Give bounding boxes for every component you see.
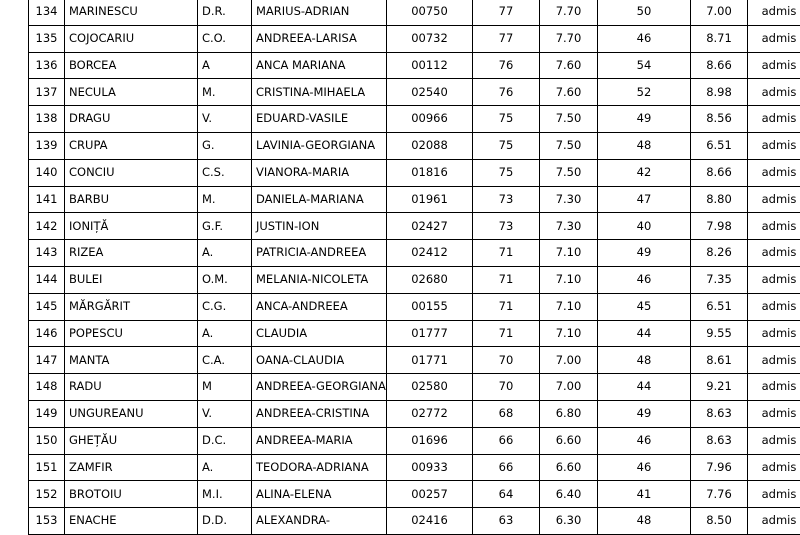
table-row [29, 159, 800, 186]
average-cell: 7.35 [691, 266, 748, 293]
row-number-cell: 137 [29, 79, 65, 106]
status-cell: admis [748, 0, 800, 25]
interview-score-cell: 48 [598, 347, 691, 374]
points-cell: 73 [473, 213, 540, 240]
average-cell: 8.26 [691, 240, 748, 267]
father-initial-cell: A. [198, 454, 252, 481]
row-number-cell: 143 [29, 240, 65, 267]
table-row [29, 213, 800, 240]
last-name-cell: CRUPA [65, 132, 198, 159]
row-number-cell: 142 [29, 213, 65, 240]
file-code-cell: 01816 [387, 159, 473, 186]
first-name-cell: ANDREEA-MARIA [252, 427, 387, 454]
table-row [29, 320, 800, 347]
file-code-cell: 00112 [387, 52, 473, 79]
last-name-cell: RADU [65, 374, 198, 401]
grade-cell: 7.10 [540, 293, 598, 320]
average-cell: 9.55 [691, 320, 748, 347]
row-number-cell: 141 [29, 186, 65, 213]
interview-score-cell: 46 [598, 454, 691, 481]
first-name-cell: ANDREEA-GEORGIANA [252, 374, 387, 401]
interview-score-cell: 44 [598, 320, 691, 347]
average-cell: 8.56 [691, 106, 748, 133]
grade-cell: 7.30 [540, 213, 598, 240]
file-code-cell: 02088 [387, 132, 473, 159]
interview-score-cell: 52 [598, 79, 691, 106]
status-cell: admis [748, 400, 800, 427]
table-row [29, 25, 800, 52]
interview-score-cell: 46 [598, 266, 691, 293]
table-row [29, 79, 800, 106]
points-cell: 76 [473, 52, 540, 79]
file-code-cell: 01777 [387, 320, 473, 347]
grade-cell: 7.10 [540, 240, 598, 267]
average-cell: 8.71 [691, 25, 748, 52]
last-name-cell: BULEI [65, 266, 198, 293]
grade-cell: 7.50 [540, 106, 598, 133]
points-cell: 75 [473, 106, 540, 133]
row-number-cell: 152 [29, 481, 65, 508]
last-name-cell: ZAMFIR [65, 454, 198, 481]
first-name-cell: MARIUS-ADRIAN [252, 0, 387, 25]
table-row [29, 374, 800, 401]
last-name-cell: BORCEA [65, 52, 198, 79]
status-cell: admis [748, 159, 800, 186]
interview-score-cell: 49 [598, 106, 691, 133]
table-row [29, 454, 800, 481]
father-initial-cell: G. [198, 132, 252, 159]
points-cell: 71 [473, 293, 540, 320]
father-initial-cell: V. [198, 106, 252, 133]
last-name-cell: MARINESCU [65, 0, 198, 25]
average-cell: 8.63 [691, 427, 748, 454]
row-number-cell: 146 [29, 320, 65, 347]
last-name-cell: MĂRGĂRIT [65, 293, 198, 320]
table-row [29, 347, 800, 374]
average-cell: 8.98 [691, 79, 748, 106]
grade-cell: 7.70 [540, 0, 598, 25]
grade-cell: 7.00 [540, 374, 598, 401]
status-cell: admis [748, 240, 800, 267]
average-cell: 8.63 [691, 400, 748, 427]
status-cell: admis [748, 293, 800, 320]
grade-cell: 7.10 [540, 266, 598, 293]
row-number-cell: 149 [29, 400, 65, 427]
file-code-cell: 01961 [387, 186, 473, 213]
points-cell: 71 [473, 320, 540, 347]
last-name-cell: DRAGU [65, 106, 198, 133]
status-cell: admis [748, 347, 800, 374]
file-code-cell: 02427 [387, 213, 473, 240]
row-number-cell: 134 [29, 0, 65, 25]
grade-cell: 6.30 [540, 508, 598, 535]
status-cell: admis [748, 79, 800, 106]
row-number-cell: 147 [29, 347, 65, 374]
row-number-cell: 148 [29, 374, 65, 401]
interview-score-cell: 40 [598, 213, 691, 240]
status-cell: admis [748, 213, 800, 240]
table-row [29, 186, 800, 213]
average-cell: 7.00 [691, 0, 748, 25]
last-name-cell: POPESCU [65, 320, 198, 347]
grade-cell: 6.80 [540, 400, 598, 427]
table-body [29, 0, 800, 534]
last-name-cell: NECULA [65, 79, 198, 106]
first-name-cell: OANA-CLAUDIA [252, 347, 387, 374]
interview-score-cell: 49 [598, 240, 691, 267]
grade-cell: 7.00 [540, 347, 598, 374]
file-code-cell: 02680 [387, 266, 473, 293]
points-cell: 68 [473, 400, 540, 427]
row-number-cell: 138 [29, 106, 65, 133]
grade-cell: 7.50 [540, 132, 598, 159]
first-name-cell: EDUARD-VASILE [252, 106, 387, 133]
grade-cell: 7.60 [540, 52, 598, 79]
points-cell: 77 [473, 0, 540, 25]
row-number-cell: 153 [29, 508, 65, 535]
last-name-cell: MANTA [65, 347, 198, 374]
file-code-cell: 01696 [387, 427, 473, 454]
average-cell: 8.80 [691, 186, 748, 213]
father-initial-cell: D.C. [198, 427, 252, 454]
file-code-cell: 02416 [387, 508, 473, 535]
row-number-cell: 145 [29, 293, 65, 320]
father-initial-cell: A. [198, 240, 252, 267]
average-cell: 6.51 [691, 293, 748, 320]
grade-cell: 7.60 [540, 79, 598, 106]
father-initial-cell: C.A. [198, 347, 252, 374]
status-cell: admis [748, 454, 800, 481]
father-initial-cell: C.O. [198, 25, 252, 52]
file-code-cell: 00257 [387, 481, 473, 508]
table-row [29, 266, 800, 293]
points-cell: 73 [473, 186, 540, 213]
points-cell: 63 [473, 508, 540, 535]
father-initial-cell: C.S. [198, 159, 252, 186]
first-name-cell: MELANIA-NICOLETA [252, 266, 387, 293]
file-code-cell: 00966 [387, 106, 473, 133]
interview-score-cell: 41 [598, 481, 691, 508]
average-cell: 7.96 [691, 454, 748, 481]
grade-cell: 7.50 [540, 159, 598, 186]
average-cell: 6.51 [691, 132, 748, 159]
grade-cell: 7.10 [540, 320, 598, 347]
father-initial-cell: G.F. [198, 213, 252, 240]
average-cell: 8.61 [691, 347, 748, 374]
father-initial-cell: D.D. [198, 508, 252, 535]
first-name-cell: ANCA MARIANA [252, 52, 387, 79]
status-cell: admis [748, 508, 800, 535]
first-name-cell: ANDREEA-CRISTINA [252, 400, 387, 427]
average-cell: 8.50 [691, 508, 748, 535]
interview-score-cell: 48 [598, 508, 691, 535]
interview-score-cell: 54 [598, 52, 691, 79]
status-cell: admis [748, 320, 800, 347]
status-cell: admis [748, 481, 800, 508]
last-name-cell: BROTOIU [65, 481, 198, 508]
points-cell: 66 [473, 454, 540, 481]
grade-cell: 7.70 [540, 25, 598, 52]
first-name-cell: TEODORA-ADRIANA [252, 454, 387, 481]
row-number-cell: 135 [29, 25, 65, 52]
points-cell: 75 [473, 159, 540, 186]
first-name-cell: JUSTIN-ION [252, 213, 387, 240]
interview-score-cell: 46 [598, 427, 691, 454]
file-code-cell: 00155 [387, 293, 473, 320]
points-cell: 77 [473, 25, 540, 52]
father-initial-cell: V. [198, 400, 252, 427]
father-initial-cell: M.I. [198, 481, 252, 508]
points-cell: 66 [473, 427, 540, 454]
last-name-cell: RIZEA [65, 240, 198, 267]
status-cell: admis [748, 25, 800, 52]
interview-score-cell: 49 [598, 400, 691, 427]
row-number-cell: 139 [29, 132, 65, 159]
first-name-cell: CRISTINA-MIHAELA [252, 79, 387, 106]
table-row [29, 508, 800, 535]
points-cell: 70 [473, 347, 540, 374]
file-code-cell: 02772 [387, 400, 473, 427]
average-cell: 7.76 [691, 481, 748, 508]
grade-cell: 6.60 [540, 427, 598, 454]
first-name-cell: DANIELA-MARIANA [252, 186, 387, 213]
points-cell: 64 [473, 481, 540, 508]
father-initial-cell: O.M. [198, 266, 252, 293]
last-name-cell: COJOCARIU [65, 25, 198, 52]
row-number-cell: 150 [29, 427, 65, 454]
status-cell: admis [748, 106, 800, 133]
last-name-cell: ENACHE [65, 508, 198, 535]
father-initial-cell: A. [198, 320, 252, 347]
average-cell: 8.66 [691, 159, 748, 186]
interview-score-cell: 44 [598, 374, 691, 401]
father-initial-cell: M [198, 374, 252, 401]
table-row [29, 106, 800, 133]
first-name-cell: ALINA-ELENA [252, 481, 387, 508]
interview-score-cell: 48 [598, 132, 691, 159]
last-name-cell: IONIȚĂ [65, 213, 198, 240]
status-cell: admis [748, 266, 800, 293]
file-code-cell: 02580 [387, 374, 473, 401]
table-row [29, 400, 800, 427]
file-code-cell: 01771 [387, 347, 473, 374]
table-row [29, 132, 800, 159]
row-number-cell: 140 [29, 159, 65, 186]
last-name-cell: CONCIU [65, 159, 198, 186]
average-cell: 9.21 [691, 374, 748, 401]
file-code-cell: 00933 [387, 454, 473, 481]
first-name-cell: PATRICIA-ANDREEA [252, 240, 387, 267]
results-table [28, 0, 800, 535]
row-number-cell: 144 [29, 266, 65, 293]
father-initial-cell: M. [198, 79, 252, 106]
father-initial-cell: A [198, 52, 252, 79]
last-name-cell: BARBU [65, 186, 198, 213]
grade-cell: 6.40 [540, 481, 598, 508]
father-initial-cell: M. [198, 186, 252, 213]
file-code-cell: 02412 [387, 240, 473, 267]
table-row [29, 52, 800, 79]
interview-score-cell: 42 [598, 159, 691, 186]
status-cell: admis [748, 52, 800, 79]
average-cell: 8.66 [691, 52, 748, 79]
first-name-cell: CLAUDIA [252, 320, 387, 347]
interview-score-cell: 45 [598, 293, 691, 320]
grade-cell: 7.30 [540, 186, 598, 213]
table-row [29, 240, 800, 267]
interview-score-cell: 47 [598, 186, 691, 213]
last-name-cell: UNGUREANU [65, 400, 198, 427]
status-cell: admis [748, 132, 800, 159]
points-cell: 71 [473, 266, 540, 293]
first-name-cell: VIANORA-MARIA [252, 159, 387, 186]
first-name-cell: ANCA-ANDREEA [252, 293, 387, 320]
interview-score-cell: 46 [598, 25, 691, 52]
status-cell: admis [748, 427, 800, 454]
average-cell: 7.98 [691, 213, 748, 240]
points-cell: 75 [473, 132, 540, 159]
points-cell: 71 [473, 240, 540, 267]
last-name-cell: GHEȚĂU [65, 427, 198, 454]
file-code-cell: 00750 [387, 0, 473, 25]
points-cell: 70 [473, 374, 540, 401]
points-cell: 76 [473, 79, 540, 106]
table-row [29, 481, 800, 508]
status-cell: admis [748, 186, 800, 213]
table-row [29, 293, 800, 320]
row-number-cell: 136 [29, 52, 65, 79]
first-name-cell: LAVINIA-GEORGIANA [252, 132, 387, 159]
status-cell: admis [748, 374, 800, 401]
interview-score-cell: 50 [598, 0, 691, 25]
father-initial-cell: D.R. [198, 0, 252, 25]
first-name-cell: ALEXANDRA- [252, 508, 387, 535]
table-row [29, 427, 800, 454]
file-code-cell: 02540 [387, 79, 473, 106]
father-initial-cell: C.G. [198, 293, 252, 320]
table-row [29, 0, 800, 25]
row-number-cell: 151 [29, 454, 65, 481]
file-code-cell: 00732 [387, 25, 473, 52]
first-name-cell: ANDREEA-LARISA [252, 25, 387, 52]
grade-cell: 6.60 [540, 454, 598, 481]
